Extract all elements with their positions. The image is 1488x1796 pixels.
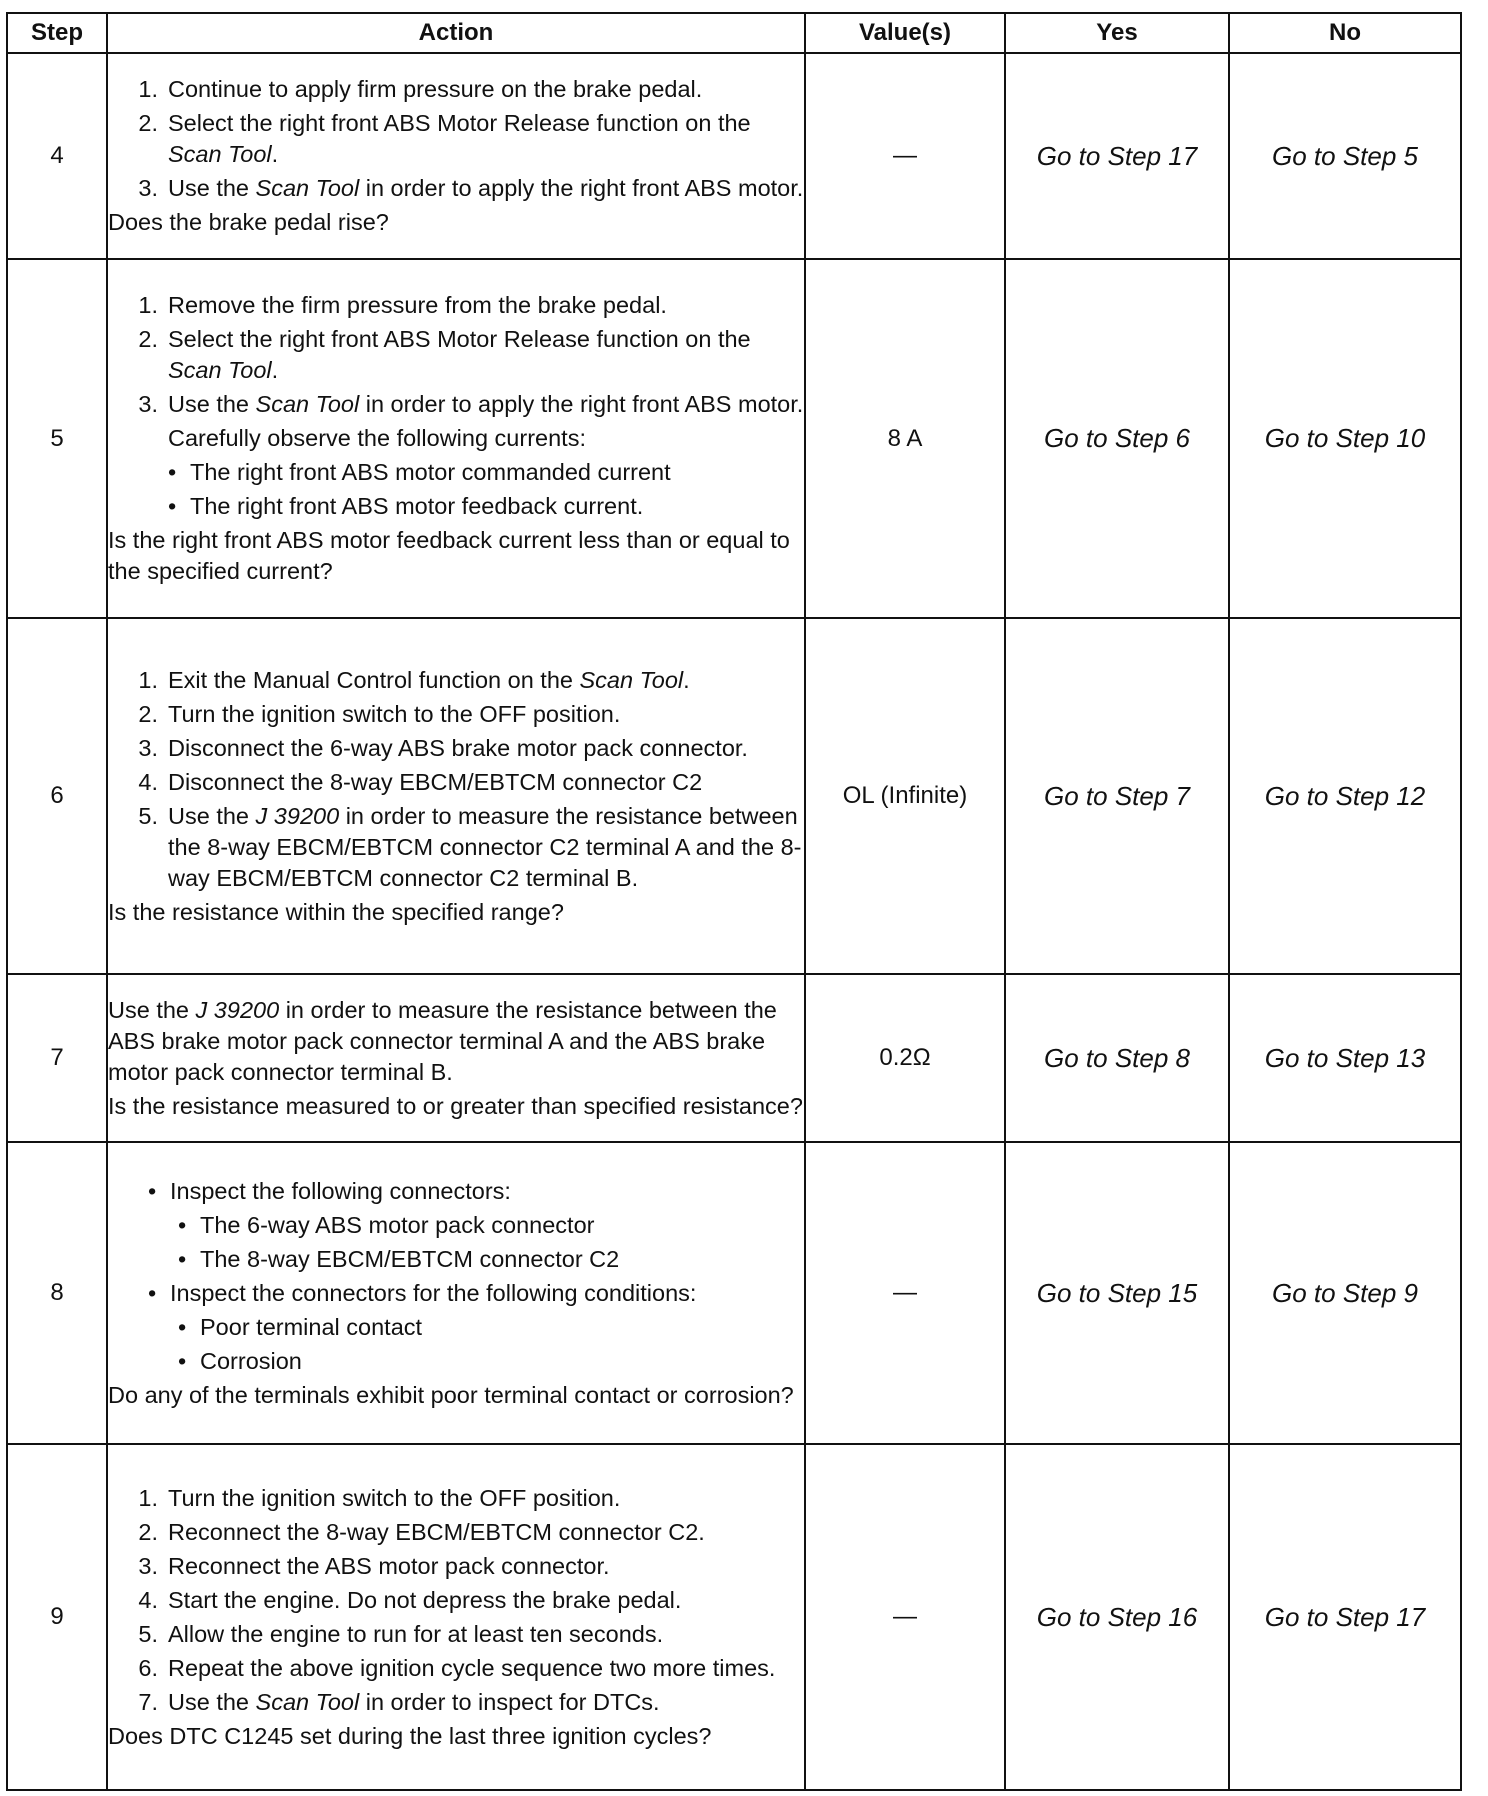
value-cell: 0.2Ω: [805, 974, 1005, 1142]
step-number: 5: [7, 259, 107, 618]
question: Does DTC C1245 set during the last three ignition cycles?: [108, 1722, 712, 1749]
action-cell: 1. Turn the ignition switch to the OFF position. 2. Reconnect the 8-way EBCM/EBTCM connector C2. 3. Reconnect the ABS motor pack connector. 4. Start the engine. Do not depress the brake pedal. 5. Allow the engine to run for at least ten seconds. 6. Repeat the above ignition cycle sequence two more times. 7. Use the Scan Tool in order to inspect for DTCs. Does DTC C1245 set during the last three ignition cycles?: [107, 1444, 805, 1790]
table-row-step-4: [7, 53, 1461, 259]
yes-link[interactable]: Go to Step 15: [1005, 1142, 1229, 1444]
step-number: 6: [7, 618, 107, 974]
value-cell: OL (Infinite): [805, 618, 1005, 974]
table-row-step-7: [7, 974, 1461, 1142]
no-link[interactable]: Go to Step 12: [1229, 618, 1461, 974]
action-cell: Use the J 39200 in order to measure the resistance between the ABS brake motor pack connector terminal A and the ABS brake motor pack connector terminal B. Is the resistance measured to or greater than specified resistance?: [107, 974, 805, 1142]
header-values: Value(s): [805, 13, 1005, 53]
question: Is the resistance within the specified range?: [108, 898, 564, 925]
question: Do any of the terminals exhibit poor terminal contact or corrosion?: [108, 1381, 794, 1408]
action-cell: 1. Exit the Manual Control function on the Scan Tool. 2. Turn the ignition switch to the OFF position. 3. Disconnect the 6-way ABS brake motor pack connector. 4. Disconnect the 8-way EBCM/EBTCM connector C2 5. Use the J 39200 in order to measure the resistance between the 8-way EBCM/EBTCM connector C2 terminal A and the 8-way EBCM/EBTCM connector C2 terminal B. Is the resistance within the specified range?: [107, 618, 805, 974]
step-number: 8: [7, 1142, 107, 1444]
question: Is the resistance measured to or greater than specified resistance?: [108, 1092, 803, 1119]
yes-link[interactable]: Go to Step 7: [1005, 618, 1229, 974]
table-row-step-9: [7, 1444, 1461, 1790]
header-yes: Yes: [1005, 13, 1229, 53]
no-link[interactable]: Go to Step 5: [1229, 53, 1461, 259]
action-cell: 1. Remove the firm pressure from the brake pedal. 2. Select the right front ABS Motor Release function on the Scan Tool. 3. Use the Scan Tool in order to apply the right front ABS motor. Carefully observe the following currents: • The right front ABS motor commanded current • The right front ABS motor feedback current. Is the right front ABS motor feedback current less than or equal to the specified current?: [107, 259, 805, 618]
yes-link[interactable]: Go to Step 16: [1005, 1444, 1229, 1790]
value-cell: —: [805, 1444, 1005, 1790]
diagnostic-table: [6, 12, 1462, 1791]
no-link[interactable]: Go to Step 9: [1229, 1142, 1461, 1444]
question: Does the brake pedal rise?: [108, 209, 389, 235]
header-step: Step: [7, 13, 107, 53]
table-row-step-8: [7, 1142, 1461, 1444]
table-row-step-6: [7, 618, 1461, 974]
header-no: No: [1229, 13, 1461, 53]
yes-link[interactable]: Go to Step 8: [1005, 974, 1229, 1142]
table-row-step-5: [7, 259, 1461, 618]
no-link[interactable]: Go to Step 17: [1229, 1444, 1461, 1790]
step-number: 7: [7, 974, 107, 1142]
action-cell: • Inspect the following connectors: • The 6-way ABS motor pack connector • The 8-way EBCM/EBTCM connector C2 • Inspect the connectors for the following conditions: • Poor terminal contact • Corrosion Do any of the terminals exhibit poor terminal contact or corrosion?: [107, 1142, 805, 1444]
action-cell: 1. Continue to apply firm pressure on the brake pedal. 2. Select the right front ABS Motor Release function on the Scan Tool. 3. Use the Scan Tool in order to apply the right front ABS motor. Does the brake pedal rise?: [107, 53, 805, 259]
yes-link[interactable]: Go to Step 17: [1005, 53, 1229, 259]
value-cell: 8 A: [805, 259, 1005, 618]
header-row: [7, 13, 1461, 53]
no-link[interactable]: Go to Step 13: [1229, 974, 1461, 1142]
yes-link[interactable]: Go to Step 6: [1005, 259, 1229, 618]
step-number: 4: [7, 53, 107, 259]
question: Is the right front ABS motor feedback current less than or equal to the specified current?: [108, 527, 790, 584]
header-action: Action: [107, 13, 805, 53]
value-cell: —: [805, 53, 1005, 259]
value-cell: —: [805, 1142, 1005, 1444]
no-link[interactable]: Go to Step 10: [1229, 259, 1461, 618]
step-number: 9: [7, 1444, 107, 1790]
